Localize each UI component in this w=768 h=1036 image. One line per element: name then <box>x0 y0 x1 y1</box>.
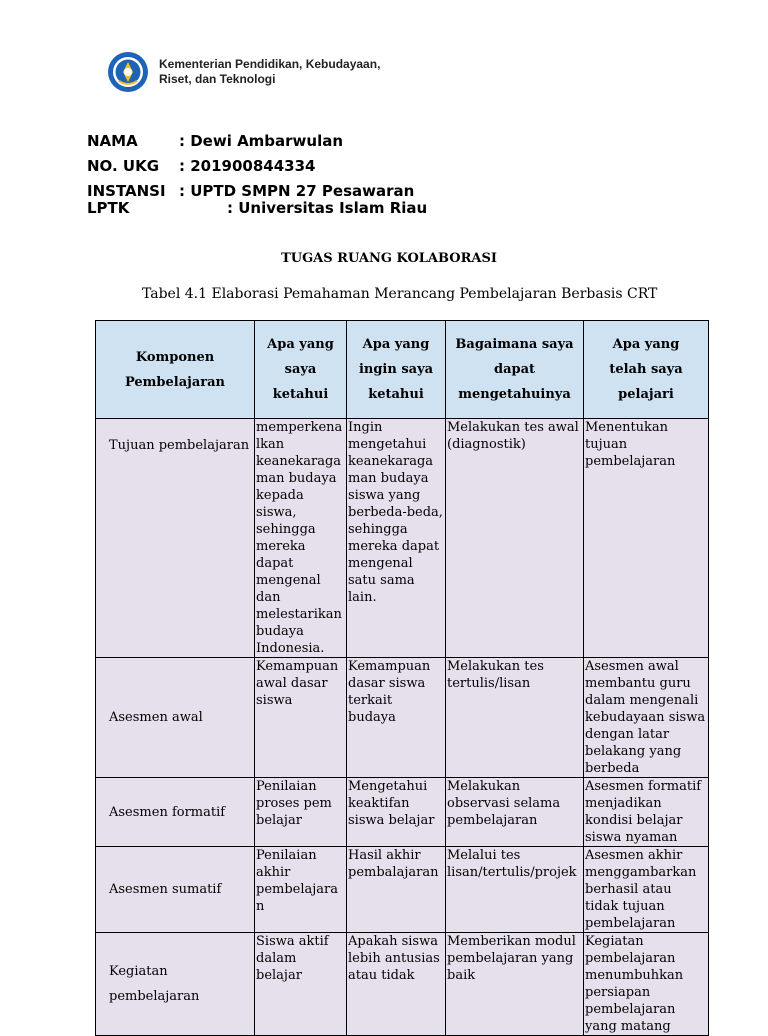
table-cell: Apakah siswa lebih antusias atau tidak <box>347 933 446 1036</box>
table-cell: Kemampuan dasar siswa terkait budaya <box>347 658 446 778</box>
document-title: TUGAS RUANG KOLABORASI <box>281 251 497 266</box>
table-cell: Mengetahui keaktifan siswa belajar <box>347 778 446 847</box>
header-komponen: Komponen Pembelajaran <box>96 321 255 419</box>
table-cell: Asesmen awal membantu guru dalam mengenali kebudayaan siswa dengan latar belakang yang berbeda <box>584 658 709 778</box>
table-cell: Hasil akhir pembalajaran <box>347 847 446 933</box>
table-cell: Asesmen akhir menggambarkan berhasil atau tidak tujuan pembelajaran <box>584 847 709 933</box>
table-cell: Melakukan observasi selama pembelajaran <box>446 778 584 847</box>
table-row <box>96 419 709 658</box>
lptk-label: LPTK <box>87 199 130 217</box>
table-row <box>96 847 709 933</box>
table-cell: Kegiatan pembelajaran menumbuhkan persiapan pembelajaran yang matang <box>584 933 709 1036</box>
lptk-value: : Universitas Islam Riau <box>227 199 428 217</box>
table-cell: Melakukan tes tertulis/lisan <box>446 658 584 778</box>
nama-label: NAMA <box>87 132 138 150</box>
crt-elaboration-table <box>95 320 709 1036</box>
table-cell: Asesmen sumatif <box>96 847 255 933</box>
instansi-value: : UPTD SMPN 27 Pesawaran <box>179 182 415 200</box>
table-cell: Melakukan tes awal (diagnostik) <box>446 419 584 658</box>
header-ingin-saya-ketahui: Apa yang ingin saya ketahui <box>347 321 446 419</box>
table-row <box>96 658 709 778</box>
ministry-line-1: Kementerian Pendidikan, Kebudayaan, <box>159 57 381 71</box>
nama-value: : Dewi Ambarwulan <box>179 132 344 150</box>
table-cell: Penilaian proses pem belajar <box>255 778 347 847</box>
instansi-label: INSTANSI <box>87 182 166 200</box>
table-caption: Tabel 4.1 Elaborasi Pemahaman Merancang Pembelajaran Berbasis CRT <box>142 286 658 302</box>
ministry-name <box>159 57 380 87</box>
header-bagaimana: Bagaimana saya dapat mengetahuinya <box>446 321 584 419</box>
table-cell: Kemampuan awal dasar siswa <box>255 658 347 778</box>
table-cell: Ingin mengetahui keanekaragaman budaya siswa yang berbeda-beda, sehingga mereka dapat mengenal satu sama lain. <box>347 419 446 658</box>
header-telah-dipelajari: Apa yang telah saya pelajari <box>584 321 709 419</box>
table-row <box>96 778 709 847</box>
table-cell: Melalui tes lisan/tertulis/projek <box>446 847 584 933</box>
table-cell: Tujuan pembelajaran <box>96 419 255 658</box>
table-row <box>96 933 709 1036</box>
table-header-row <box>96 321 709 419</box>
table-cell: Siswa aktif dalam belajar <box>255 933 347 1036</box>
tut-wuri-handayani-logo-icon <box>107 51 149 93</box>
ministry-line-2: Riset, dan Teknologi <box>159 72 276 86</box>
table-cell: Asesmen formatif <box>96 778 255 847</box>
ukg-label: NO. UKG <box>87 157 160 175</box>
ukg-value: : 201900844334 <box>179 157 316 175</box>
table-cell: Penilaian akhir pembelajaran <box>255 847 347 933</box>
table-cell: Asesmen formatif menjadikan kondisi belajar siswa nyaman <box>584 778 709 847</box>
table-cell: Memberikan modul pembelajaran yang baik <box>446 933 584 1036</box>
table-cell: Asesmen awal <box>96 658 255 778</box>
table-cell: Kegiatan pembelajaran <box>96 933 255 1036</box>
table-cell: memperkenalkan keanekaragaman budaya kepada siswa, sehingga mereka dapat mengenal dan melestarikan budaya Indonesia. <box>255 419 347 658</box>
table-cell: Menentukan tujuan pembelajaran <box>584 419 709 658</box>
header-apa-yang-saya-ketahui: Apa yang saya ketahui <box>255 321 347 419</box>
